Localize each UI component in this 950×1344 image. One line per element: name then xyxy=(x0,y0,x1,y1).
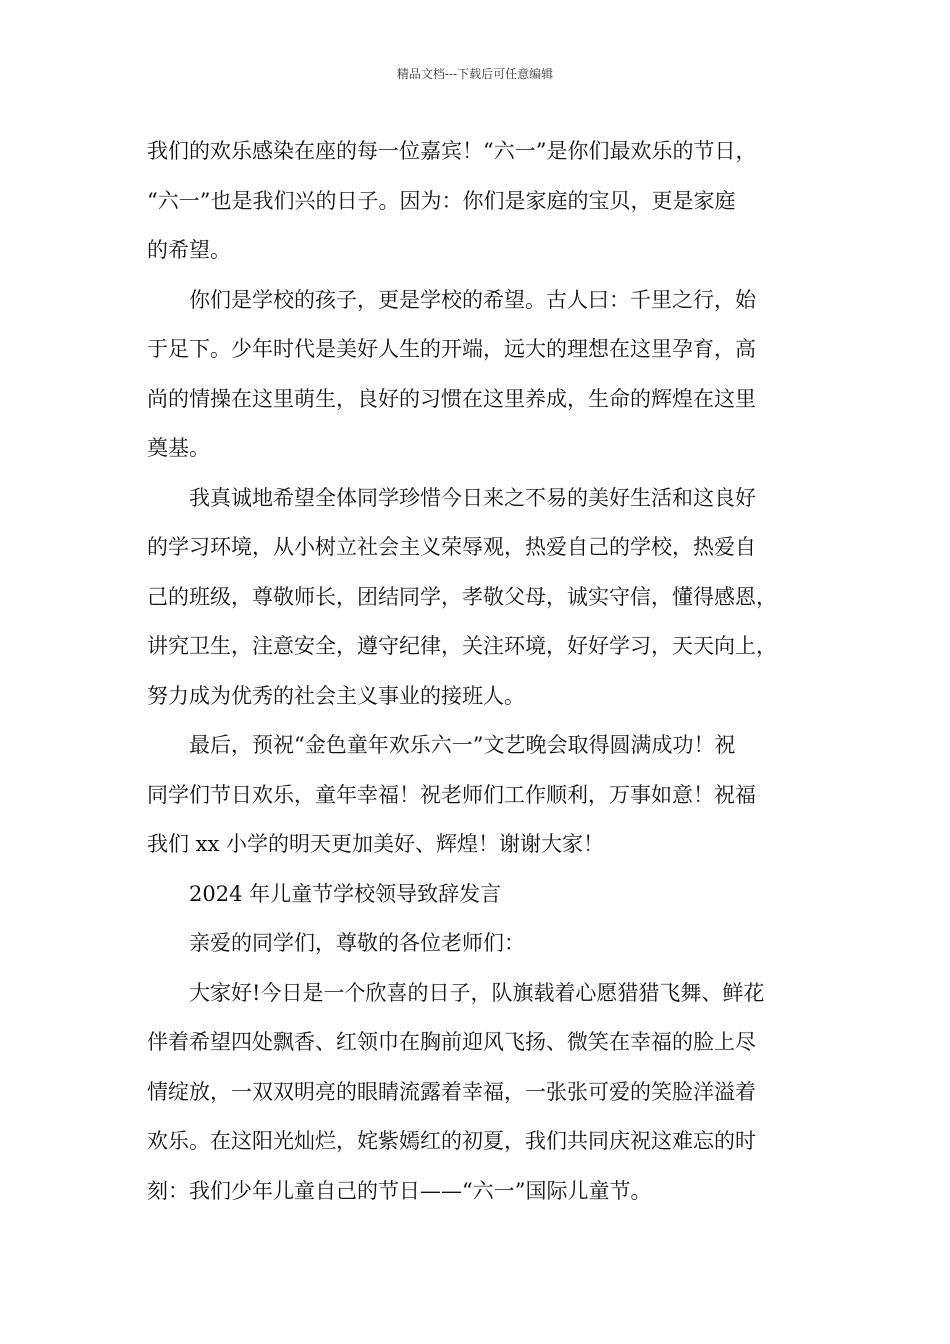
text-line: 同学们节日欢乐，童年幸福！祝老师们工作顺利，万事如意！祝福 xyxy=(147,782,756,807)
text-line: 大家好!今日是一个欣喜的日子，队旗载着心愿猎猎飞舞、鲜花 xyxy=(189,980,765,1005)
text-line: 己的班级，尊敬师长，团结同学，孝敬父母，诚实守信，懂得感恩， xyxy=(147,584,777,609)
text-line: 情绽放，一双双明亮的眼睛流露着幸福，一张张可爱的笑脸洋溢着 xyxy=(147,1079,756,1104)
text-line: 2024 年儿童节学校领导致辞发言 xyxy=(189,881,502,906)
text-line: 讲究卫生，注意安全，遵守纪律，关注环境，好好学习，天天向上， xyxy=(147,634,777,658)
text-line: 努力成为优秀的社会主义事业的接班人。 xyxy=(147,683,525,708)
text-line: 的希望。 xyxy=(147,238,231,262)
text-line: 刻：我们少年儿童自己的节日——“六一”国际儿童节。 xyxy=(147,1178,652,1203)
text-line: 欢乐。在这阳光灿烂，姹紫嫣红的初夏，我们共同庆祝这难忘的时 xyxy=(147,1129,756,1153)
text-line: 我真诚地希望全体同学珍惜今日来之不易的美好生活和这良好 xyxy=(189,485,756,510)
text-line: 奠基。 xyxy=(147,436,210,460)
text-line: 最后，预祝“金色童年欢乐六一”文艺晚会取得圆满成功！祝 xyxy=(189,733,736,757)
text-line: 的学习环境，从小树立社会主义荣辱观，热爱自己的学校，热爱自 xyxy=(147,535,756,559)
text-line: 亲爱的同学们，尊敬的各位老师们： xyxy=(189,931,525,955)
text-line: 我们的欢乐感染在座的每一位嘉宾！“六一”是你们最欢乐的节日， xyxy=(147,139,757,163)
text-line: 伴着希望四处飘香、红领巾在胸前迎风飞扬、微笑在幸福的脸上尽 xyxy=(147,1030,756,1054)
document-body xyxy=(147,131,807,1220)
text-line: “六一”也是我们兴的日子。因为：你们是家庭的宝贝，更是家庭 xyxy=(147,188,736,213)
page-header: 精品文档---下载后可任意编辑 xyxy=(396,67,554,81)
text-line: 我们 xx 小学的明天更加美好、辉煌！谢谢大家！ xyxy=(147,832,605,856)
text-line: 尚的情操在这里萌生，良好的习惯在这里养成，生命的辉煌在这里 xyxy=(147,386,756,411)
text-line: 你们是学校的孩子，更是学校的希望。古人曰：千里之行，始 xyxy=(189,287,756,312)
text-line: 于足下。少年时代是美好人生的开端，远大的理想在这里孕育，高 xyxy=(147,337,756,361)
